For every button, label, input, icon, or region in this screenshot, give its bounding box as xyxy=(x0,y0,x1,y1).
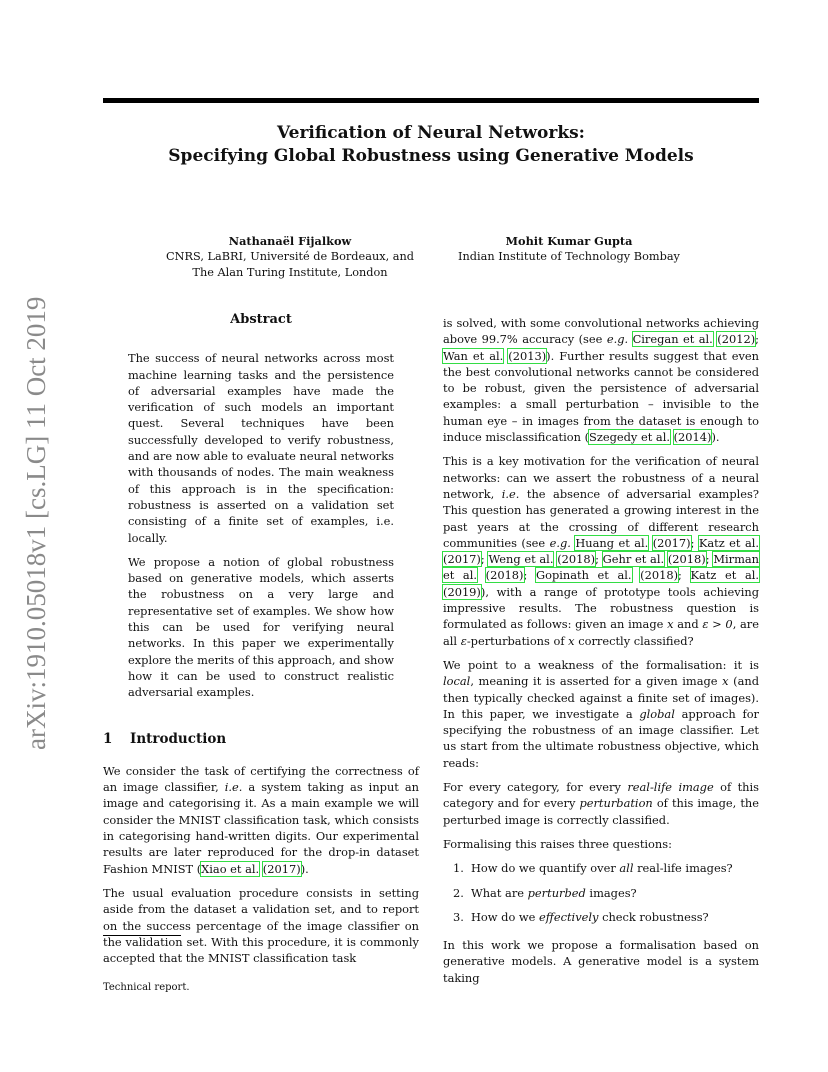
text-run: ). xyxy=(711,430,720,445)
section-heading xyxy=(103,731,419,747)
text-run: i.e. xyxy=(224,780,243,795)
body-paragraph xyxy=(443,315,759,445)
arxiv-identifier: arXiv:1910.05018v1 [cs.LG] 11 Oct 2019 xyxy=(21,296,51,750)
text-run: of this image, the perturbed image is correctly classified. xyxy=(443,796,759,827)
block-quote xyxy=(443,779,759,828)
question-list xyxy=(443,860,759,925)
list-item xyxy=(453,909,759,925)
text-run: The usual evaluation procedure consists in setting aside from the dataset a validation set, and to report on the success percentage of the image classifier on the validation set. With this procedure, it is commonly accepted that the MNIST classification task xyxy=(103,885,419,966)
text-run: In this work we propose a formalisation based on generative models. A generative model is a system taking xyxy=(443,938,759,985)
emphasis: real-life image xyxy=(627,780,714,795)
citation-link[interactable]: (2013) xyxy=(508,348,547,363)
text-run: i.e. xyxy=(501,486,520,501)
emphasis: perturbation xyxy=(579,796,653,811)
text-run: -perturbations of xyxy=(466,633,569,648)
text-run: How do we quantify over xyxy=(471,861,620,876)
footnote: Technical report. xyxy=(103,982,190,993)
text-run: real-life images? xyxy=(633,861,733,876)
text-run: We point to a weakness of the formalisation: it is xyxy=(443,657,759,672)
citation-link[interactable]: (2019) xyxy=(443,584,481,599)
title-rule xyxy=(103,98,759,103)
paper-title xyxy=(103,122,759,168)
author-name: Nathanaël Fijalkow xyxy=(228,234,352,248)
author-name: Mohit Kumar Gupta xyxy=(505,234,633,248)
citation-link[interactable]: (2018) xyxy=(667,552,706,567)
text-run: of this category and for every xyxy=(443,780,759,811)
citation-link[interactable]: Mirman et al. xyxy=(443,552,759,583)
right-column xyxy=(443,315,759,994)
text-run: ; xyxy=(705,552,714,567)
emphasis: all xyxy=(619,861,634,876)
text-run: How do we xyxy=(471,909,540,924)
list-number: 1. xyxy=(453,861,464,876)
text-run: Formalising this raises three questions: xyxy=(443,836,672,851)
text-run: check robustness? xyxy=(598,909,709,924)
text-run: the absence of adversarial examples? This question has generated a growing interest in the past years at the crossing of different research communities (see xyxy=(443,486,759,550)
citation-link[interactable]: (2017) xyxy=(652,535,691,550)
abstract-text: We propose a notion of global robustness based on generative models, which asserts the robustness on a very large and representative set of examples. We show how this can be used for verifying neural networks. In this paper we experimentally explore the merits of this approach, and show how it can be used to construct realistic adversarial examples. xyxy=(128,554,394,700)
text-run: ; xyxy=(678,568,691,583)
text-run: correctly classified? xyxy=(574,633,694,648)
text-run: (and then typically checked against a finite set of images). In this paper, we investigate a xyxy=(443,674,759,721)
text-run: ; xyxy=(595,552,603,567)
text-run: images? xyxy=(585,885,637,900)
citation-link[interactable]: Wan et al. xyxy=(443,348,504,363)
citation-link[interactable]: Gopinath et al. xyxy=(535,568,632,583)
text-run: e.g. xyxy=(549,535,571,550)
text-run: We consider the task of certifying the correctness of an image classifier, xyxy=(103,763,419,795)
emphasis: global xyxy=(639,706,675,721)
author-affiliation: Indian Institute of Technology Bombay xyxy=(458,250,680,263)
body-paragraph xyxy=(103,885,419,966)
body-paragraph xyxy=(443,836,759,852)
text-run: For every category, for every xyxy=(443,780,628,795)
math-symbol: x xyxy=(722,674,729,689)
abstract-text: The success of neural networks across most machine learning tasks and the persistence of adversarial examples have made the verification of such models an important quest. Several techniques have been successfully developed to verify robustness, and are now able to evaluate neural networks with thousands of nodes. The main weakness of this approach is in the specification: robustness is asserted on a validation set consisting of a finite set of examples, i.e. locally. xyxy=(128,351,394,545)
citation-link[interactable]: Katz et al. xyxy=(690,568,760,583)
body-paragraph xyxy=(103,763,419,877)
text-run: , are all xyxy=(443,617,759,648)
text-run: ; xyxy=(523,568,536,583)
list-number: 2. xyxy=(453,885,464,900)
citation-link[interactable]: Katz et al. xyxy=(698,535,759,550)
title-line-2: Specifying Global Robustness using Generative Models xyxy=(168,146,694,166)
abstract-paragraph xyxy=(128,554,394,701)
text-run: ). xyxy=(300,861,309,876)
left-column xyxy=(103,312,419,974)
citation-link[interactable]: (2018) xyxy=(557,552,596,567)
text-run: ), with a range of prototype tools achieving impressive results. The robustness question is formulated as follows: given an image xyxy=(443,584,759,632)
citation-link[interactable]: (2012) xyxy=(717,332,756,347)
list-number: 3. xyxy=(453,909,464,924)
footnote-rule xyxy=(103,935,181,936)
abstract-heading: Abstract xyxy=(230,312,292,327)
citation-link[interactable]: Xiao et al. xyxy=(201,861,260,876)
section-number: 1 xyxy=(103,730,113,747)
text-run xyxy=(632,568,641,582)
text-run: ). Further results suggest that even the best convolutional networks cannot be considered to be robust, given the persistence of adversarial examples: a small perturbation – invisible to the human eye – in images from the dataset is enough to induce misclassification ( xyxy=(443,348,759,445)
math-symbol: x xyxy=(568,633,575,648)
emphasis: effectively xyxy=(539,909,599,924)
abstract-paragraph xyxy=(128,350,394,546)
citation-link[interactable]: (2014) xyxy=(673,430,712,445)
citation-link[interactable]: (2017) xyxy=(443,552,481,567)
text-run: ; xyxy=(480,552,489,567)
text-run xyxy=(477,568,486,582)
math-symbol: ε > 0 xyxy=(702,617,733,632)
citation-link[interactable]: Huang et al. xyxy=(575,535,649,550)
text-run: approach for specifying the robustness of an image classifier. Let us start from the ultimate robustness objective, which reads: xyxy=(443,706,759,770)
author-affiliation: CNRS, LaBRI, Université de Bordeaux, and xyxy=(165,250,415,263)
section-title: Introduction xyxy=(130,730,227,747)
citation-link[interactable]: (2018) xyxy=(485,568,524,583)
list-item xyxy=(453,885,759,901)
text-run: , meaning it is asserted for a given image xyxy=(470,674,723,689)
math-symbol: ε xyxy=(460,633,467,648)
text-run: a system taking as input an image and categorising it. As a main example we will consider the MNIST classification task, which consists in categorising hand-written digits. Our experimental results are later reproduced for the drop-in dataset Fashion MNIST ( xyxy=(103,780,420,876)
author-affiliation: The Alan Turing Institute, London xyxy=(192,266,388,279)
emphasis: local xyxy=(443,674,471,689)
author-block xyxy=(430,233,708,265)
emphasis: perturbed xyxy=(527,885,586,900)
list-item xyxy=(453,860,759,876)
math-symbol: x xyxy=(667,617,674,632)
text-run: This is a key motivation for the verification of neural networks: can we assert the robustness of a neural network, xyxy=(443,454,759,501)
text-run: ; xyxy=(690,535,699,550)
body-paragraph xyxy=(443,937,759,986)
body-paragraph xyxy=(443,453,759,649)
citation-link[interactable]: (2017) xyxy=(262,861,301,876)
abstract xyxy=(128,350,394,700)
body-paragraph xyxy=(443,657,759,771)
title-line-1: Verification of Neural Networks: xyxy=(277,123,585,143)
text-run: e.g. xyxy=(606,332,629,347)
citation-link[interactable]: Gehr et al. xyxy=(602,552,665,567)
text-run: What are xyxy=(471,885,528,900)
citation-link[interactable]: Szegedy et al. xyxy=(589,430,670,445)
citation-link[interactable]: (2018) xyxy=(640,568,679,583)
text-run: ; xyxy=(755,332,759,347)
text-run xyxy=(628,332,632,346)
text-run: is solved, with some convolutional networks achieving above 99.7% accuracy (see xyxy=(443,316,759,347)
citation-link[interactable]: Ciregan et al. xyxy=(632,332,713,347)
text-run: and xyxy=(673,617,703,632)
citation-link[interactable]: Weng et al. xyxy=(488,552,554,567)
author-block xyxy=(140,233,440,281)
